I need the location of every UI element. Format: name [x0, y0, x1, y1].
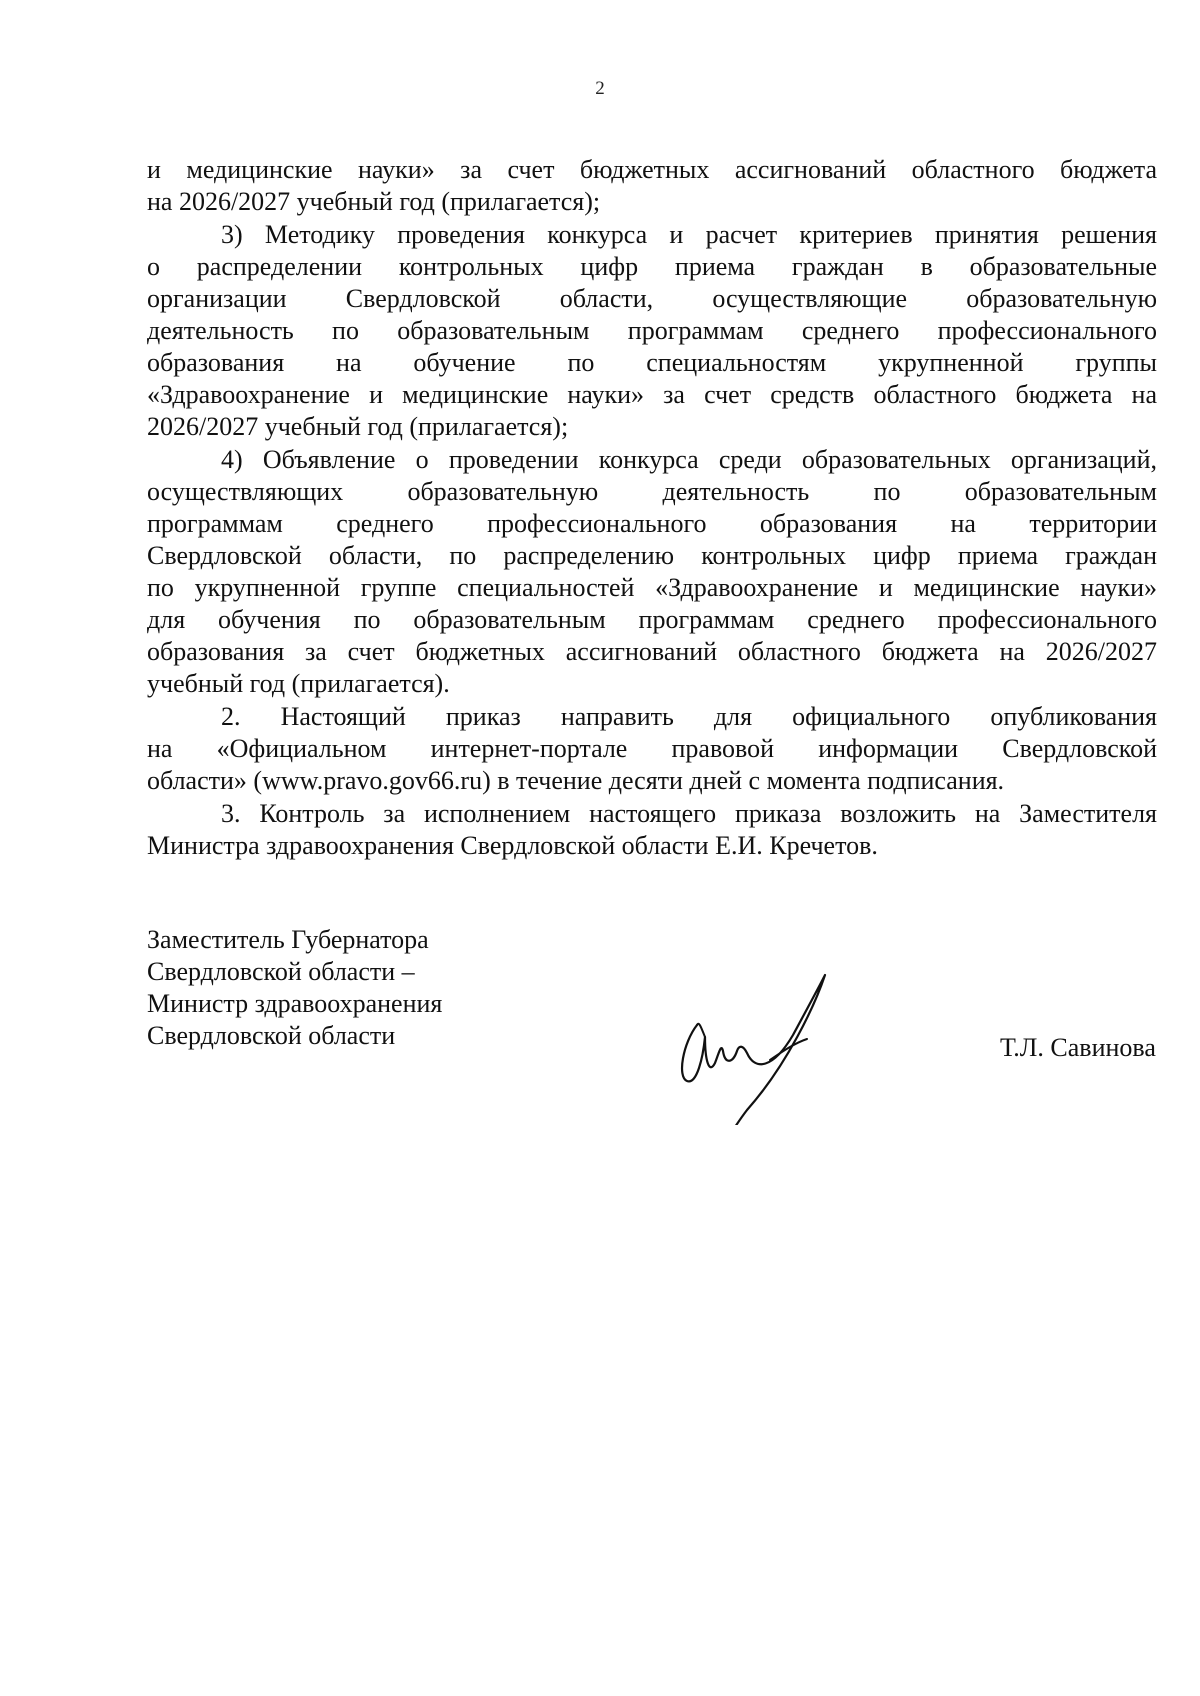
page-number: 2 [595, 78, 605, 99]
text-line: для обучения по образовательным программам среднего профессионального [147, 605, 1157, 634]
handwritten-signature [675, 965, 845, 1125]
text-line: на 2026/2027 учебный год (прилагается); [147, 187, 601, 216]
signatory-position-line: Заместитель Губернатора [147, 925, 429, 954]
text-line: образования на обучение по специальностям укрупненной группы [147, 348, 1157, 377]
text-line: 3) Методику проведения конкурса и расчет критериев принятия решения [221, 220, 1157, 249]
text-line: 2026/2027 учебный год (прилагается); [147, 412, 569, 441]
text-line: 2. Настоящий приказ направить для официального опубликования [221, 702, 1157, 731]
text-line: о распределении контрольных цифр приема граждан в образовательные [147, 252, 1157, 281]
text-line: 4) Объявление о проведении конкурса среди образовательных организаций, [221, 445, 1157, 474]
text-line: области» (www.pravo.gov66.ru) в течение десяти дней с момента подписания. [147, 766, 1005, 795]
text-line: «Здравоохранение и медицинские науки» за счет средств областного бюджета на [147, 380, 1157, 409]
text-line: Министра здравоохранения Свердловской области Е.И. Кречетов. [147, 831, 878, 860]
text-line: деятельность по образовательным программам среднего профессионального [147, 316, 1157, 345]
text-line: образования за счет бюджетных ассигнований областного бюджета на 2026/2027 [147, 637, 1157, 666]
signatory-name: Т.Л. Савинова [1000, 1033, 1156, 1062]
text-line: учебный год (прилагается). [147, 669, 450, 698]
signatory-position-line: Свердловской области – [147, 957, 415, 986]
text-line: осуществляющих образовательную деятельность по образовательным [147, 477, 1157, 506]
signatory-position-line: Министр здравоохранения [147, 989, 443, 1018]
text-line: программам среднего профессионального образования на территории [147, 509, 1157, 538]
text-line: по укрупненной группе специальностей «Здравоохранение и медицинские науки» [147, 573, 1157, 602]
text-line: и медицинские науки» за счет бюджетных ассигнований областного бюджета [147, 155, 1157, 184]
text-line: Свердловской области, по распределению контрольных цифр приема граждан [147, 541, 1157, 570]
text-line: 3. Контроль за исполнением настоящего приказа возложить на Заместителя [221, 799, 1157, 828]
signatory-position-line: Свердловской области [147, 1021, 396, 1050]
text-line: организации Свердловской области, осуществляющие образовательную [147, 284, 1157, 313]
text-line: на «Официальном интернет-портале правовой информации Свердловской [147, 734, 1157, 763]
